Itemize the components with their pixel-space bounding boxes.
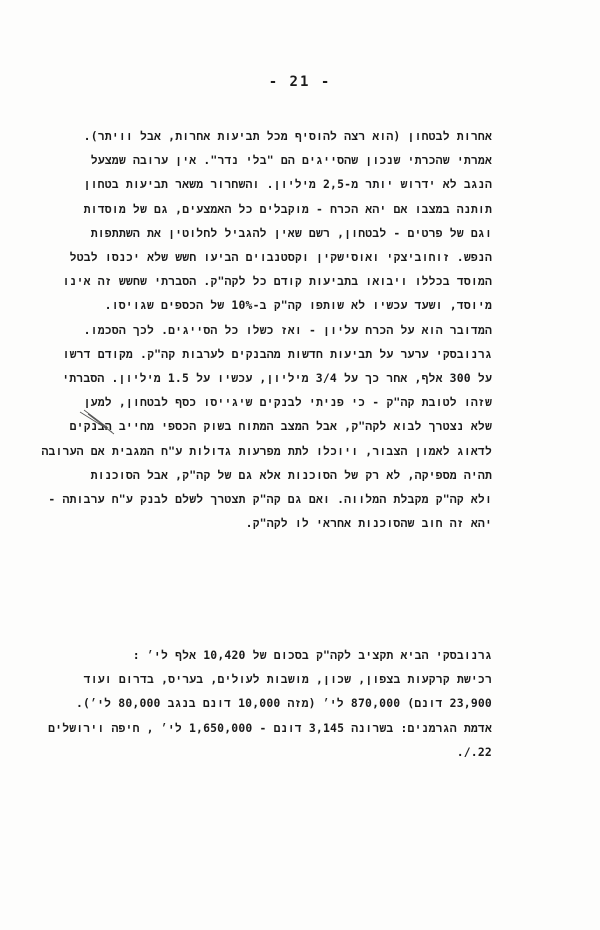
text-line: רכישת קרקעות בצפון, שכון, מושבות לעולים, בעריס, בדרום ועוד [83, 672, 492, 687]
text-line: אמרתי שהכרתי שנכון שהסייגים הם "בלי נדר". אין ערובה שמצעל [90, 153, 492, 168]
text-line: תותנה במצבו אם יהא הכרח - מוקבלים כל האמצעים, גם של מוסדות [83, 201, 492, 216]
text-line: המדובר הוא על הכרח עליון - ואז כשלו כל הסייגים. לכך הסכמו. [83, 322, 492, 337]
text-line: לדאוג לאמון הצבור, ויוכלו לתת מפרעות גדולות ע"ח המגבית אם הערובה [41, 443, 492, 458]
text-line: יהא זה חוב שהסוכנות אחראי לו לקה"ק. [245, 516, 492, 531]
text-line: המוסד בכללו ויבואו בתביעות קודם כל לקה"ק. הסברתי שחשש זה אינו [62, 274, 492, 289]
page-number: - 21 - [268, 74, 332, 90]
text-line: הנגב לא ידרוש יותר מ-2,5 מיליון. והשחרור משאר תביעות בטחון [83, 177, 492, 192]
text-line: מיוסד, ושעד עכשיו לא שותפו קה"ק ב-10% של הכספים שגויסו. [104, 298, 492, 313]
margin-scribble-mark [78, 408, 118, 438]
text-line: תהיה מספיקה, לא רק של הסוכנות אלא גם של קה"ק, אבל הסוכנות [90, 467, 492, 482]
text-line: וגם של פרטים - לבטחון, רשם שאין להגביל לחלוטין את השתתפות [90, 225, 492, 240]
paragraph-2 [48, 643, 492, 764]
text-line: 22./. [456, 744, 492, 759]
text-line: גרנובסקי הביא תקציב לקה"ק בסכום של 10,420 אלף לי׳ : [132, 648, 492, 662]
text-line: ולא קה"ק מקבלת המלווה. ואם גם קה"ק תצטרך לשלם לבנק ע"ח ערבותה - [48, 492, 492, 507]
text-line: אחרות לבטחון (הוא רצה להוסיף מכל תביעות אחרות, אבל וויתר). [83, 129, 492, 143]
text-line: שלא נצטרך לבוא לקה"ק, אבל המצב המתוח בשוק הכספי מחייב הבנקים [69, 419, 492, 434]
text-line: הנפש. זוחוביצקי ואוסישקין וקסטנבוים הביעו חשש שלא יכנסו לבטל [69, 250, 492, 265]
text-line: גרנובסקי ערער על תביעות חדשות מהבנקים לערבות קה"ק. מקודם דרשו [62, 346, 492, 361]
paragraph-1 [41, 124, 492, 535]
text-line: על 300 אלף, אחר כך על 3/4 מיליון, עכשיו על 1.5 מיליון. הסברתי [62, 371, 492, 386]
text-line: 23,900 דונם) 870,000 לי׳ (מזה 10,000 דונם בנגב 80,000 לי׳). [75, 696, 492, 711]
text-line: אדמת הגרמנים: בשרונה 3,145 דונם - 1,650,000 לי׳ , חיפה וירושלים [48, 720, 492, 735]
text-line: שזהו לטובת קה"ק - כי פניתי לבנקים שיגייסו כסף לבטחון, למען [83, 395, 492, 410]
